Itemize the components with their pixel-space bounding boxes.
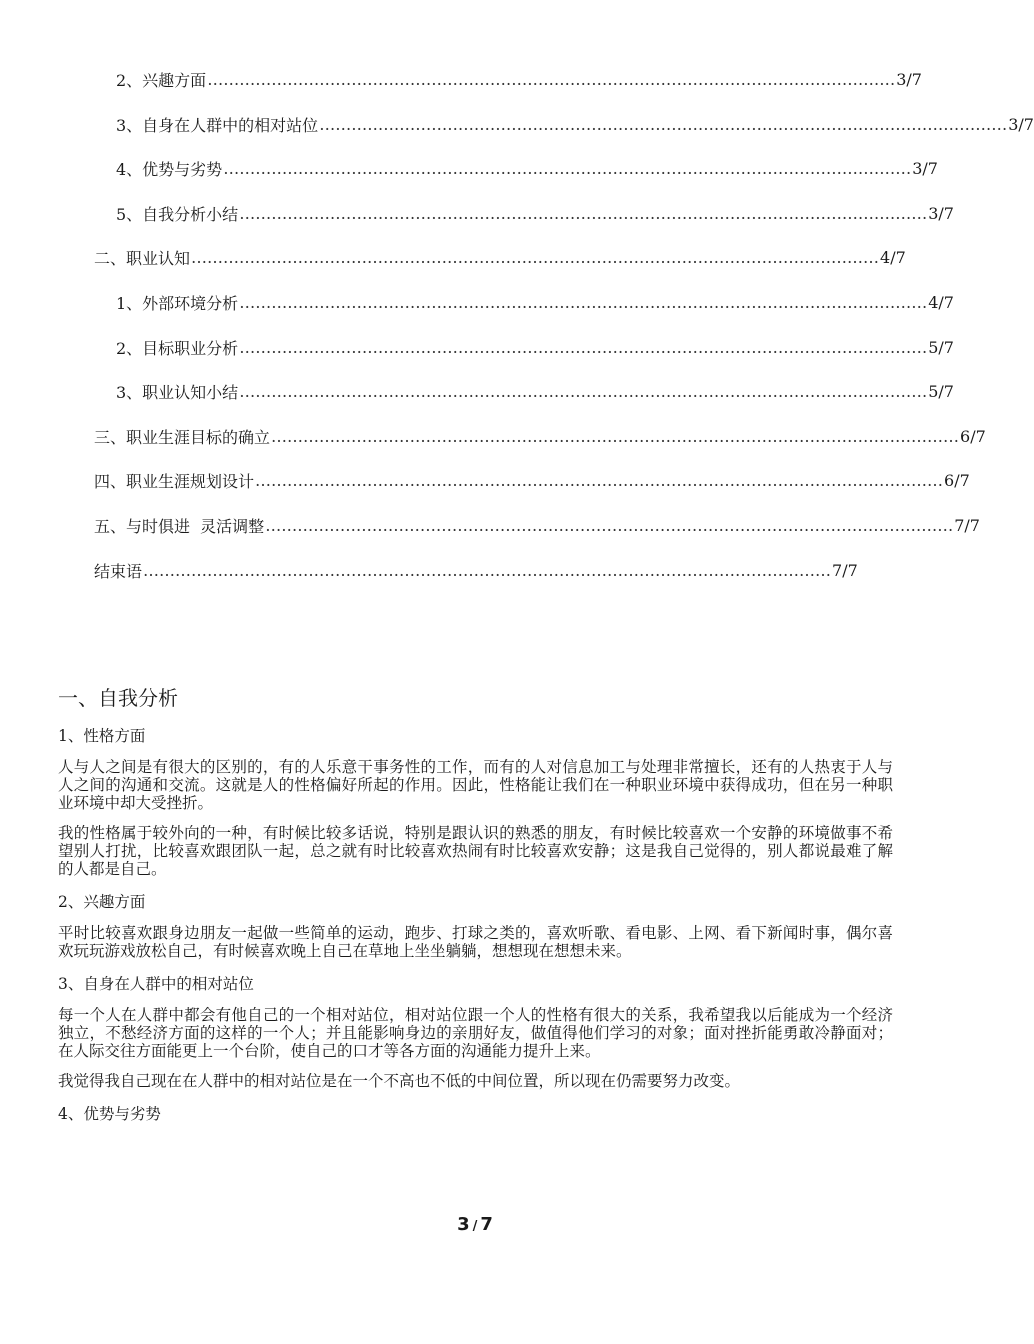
- toc-label: 4、优势与劣势: [116, 159, 223, 179]
- subsection-heading: 4、优势与劣势: [58, 1105, 161, 1123]
- subsection-heading: 3、自身在人群中的相对站位: [58, 975, 254, 993]
- section-heading: 一、自我分析: [58, 686, 178, 710]
- toc-entry[interactable]: [116, 201, 954, 225]
- toc-label: 2、目标职业分析: [116, 338, 239, 358]
- toc-leader-dots: …………………………………………………………………………………………………………………: [239, 292, 928, 312]
- paragraph: 每一个人在人群中都会有他自己的一个相对站位，相对站位跟一个人的性格有很大的关系，我希望我以后能成为一个经济独立，不愁经济方面的这样的一个人；并且能影响身边的亲朋好友，做值得他们学习的对象；面对挫折能勇敢冷静面对；在人际交往方面能更上一个台阶，使自己的口才等各方面的沟通能力提升上来。: [58, 1006, 893, 1060]
- document-body: [58, 684, 893, 1136]
- page-number: [0, 1214, 950, 1235]
- toc-leader-dots: …………………………………………………………………………………………………………………: [265, 515, 954, 535]
- toc-leader-dots: …………………………………………………………………………………………………………………: [143, 560, 832, 580]
- current-page: 3: [457, 1214, 470, 1235]
- toc-entry[interactable]: [94, 468, 970, 492]
- toc-leader-dots: …………………………………………………………………………………………………………………: [191, 247, 880, 267]
- toc-page: 5/7: [928, 381, 954, 401]
- toc-page: 3/7: [896, 69, 922, 89]
- toc-entry[interactable]: [94, 558, 858, 582]
- toc-leader-dots: …………………………………………………………………………………………………………………: [239, 337, 928, 357]
- toc-page: 3/7: [912, 158, 938, 178]
- toc-label: 结束语: [94, 561, 143, 581]
- toc-page: 3/7: [928, 203, 954, 223]
- toc-page: 4/7: [880, 247, 906, 267]
- paragraph: 我觉得我自己现在在人群中的相对站位是在一个不高也不低的中间位置，所以现在仍需要努力改变。: [58, 1072, 741, 1090]
- subsection-heading: 1、性格方面: [58, 727, 146, 745]
- toc-leader-dots: …………………………………………………………………………………………………………………: [207, 69, 896, 89]
- toc-page: 6/7: [944, 470, 970, 490]
- paragraph: 平时比较喜欢跟身边朋友一起做一些简单的运动，跑步、打球之类的，喜欢听歌、看电影、上网、看下新闻时事，偶尔喜欢玩玩游戏放松自己，有时候喜欢晚上自己在草地上坐坐躺躺，想想现在想想未来。: [58, 924, 893, 960]
- toc-label: 3、自身在人群中的相对站位: [116, 115, 319, 135]
- toc-leader-dots: …………………………………………………………………………………………………………………: [223, 158, 912, 178]
- toc-leader-dots: …………………………………………………………………………………………………………………: [239, 203, 928, 223]
- toc-label: 二、职业认知: [94, 248, 191, 268]
- toc-page: 5/7: [928, 337, 954, 357]
- toc-entry[interactable]: [116, 379, 954, 403]
- subsection-heading: 2、兴趣方面: [58, 893, 146, 911]
- toc-entry[interactable]: [94, 424, 986, 448]
- paragraph: 人与人之间是有很大的区别的，有的人乐意干事务性的工作，而有的人对信息加工与处理非常擅长，还有的人热衷于人与人之间的沟通和交流。这就是人的性格偏好所起的作用。因此，性格能让我们在一种职业环境中获得成功，但在另一种职业环境中却大受挫折。: [58, 758, 893, 812]
- toc-label: 四、职业生涯规划设计: [94, 471, 255, 491]
- toc-label: 五、与时俱进 灵活调整: [94, 516, 265, 536]
- toc-page: 7/7: [832, 560, 858, 580]
- toc-page: 3/7: [1008, 114, 1034, 134]
- toc-entry[interactable]: [116, 156, 938, 180]
- paragraph: 我的性格属于较外向的一种，有时候比较多话说，特别是跟认识的熟悉的朋友，有时候比较喜欢一个安静的环境做事不希望别人打扰，比较喜欢跟团队一起，总之就有时比较喜欢热闹有时比较喜欢安静；这是我自己觉得的，别人都说最难了解的人都是自己。: [58, 824, 893, 878]
- toc-label: 3、职业认知小结: [116, 382, 239, 402]
- toc-label: 三、职业生涯目标的确立: [94, 427, 271, 447]
- toc-leader-dots: …………………………………………………………………………………………………………………: [255, 470, 944, 490]
- toc-leader-dots: …………………………………………………………………………………………………………………: [271, 426, 960, 446]
- page-separator: /: [472, 1219, 478, 1234]
- toc-page: 4/7: [928, 292, 954, 312]
- toc-leader-dots: …………………………………………………………………………………………………………………: [239, 381, 928, 401]
- toc-entry[interactable]: [116, 335, 954, 359]
- toc-entry[interactable]: [116, 112, 1034, 136]
- toc-label: 1、外部环境分析: [116, 293, 239, 313]
- toc-leader-dots: …………………………………………………………………………………………………………………: [319, 114, 1008, 134]
- toc-label: 5、自我分析小结: [116, 204, 239, 224]
- toc-page: 7/7: [954, 515, 980, 535]
- toc-label: 2、兴趣方面: [116, 70, 207, 90]
- toc-entry[interactable]: [116, 290, 954, 314]
- toc-page: 6/7: [960, 426, 986, 446]
- toc-entry[interactable]: [116, 67, 922, 91]
- total-pages: 7: [480, 1214, 493, 1235]
- toc-entry[interactable]: [94, 245, 906, 269]
- toc-entry[interactable]: [94, 513, 980, 537]
